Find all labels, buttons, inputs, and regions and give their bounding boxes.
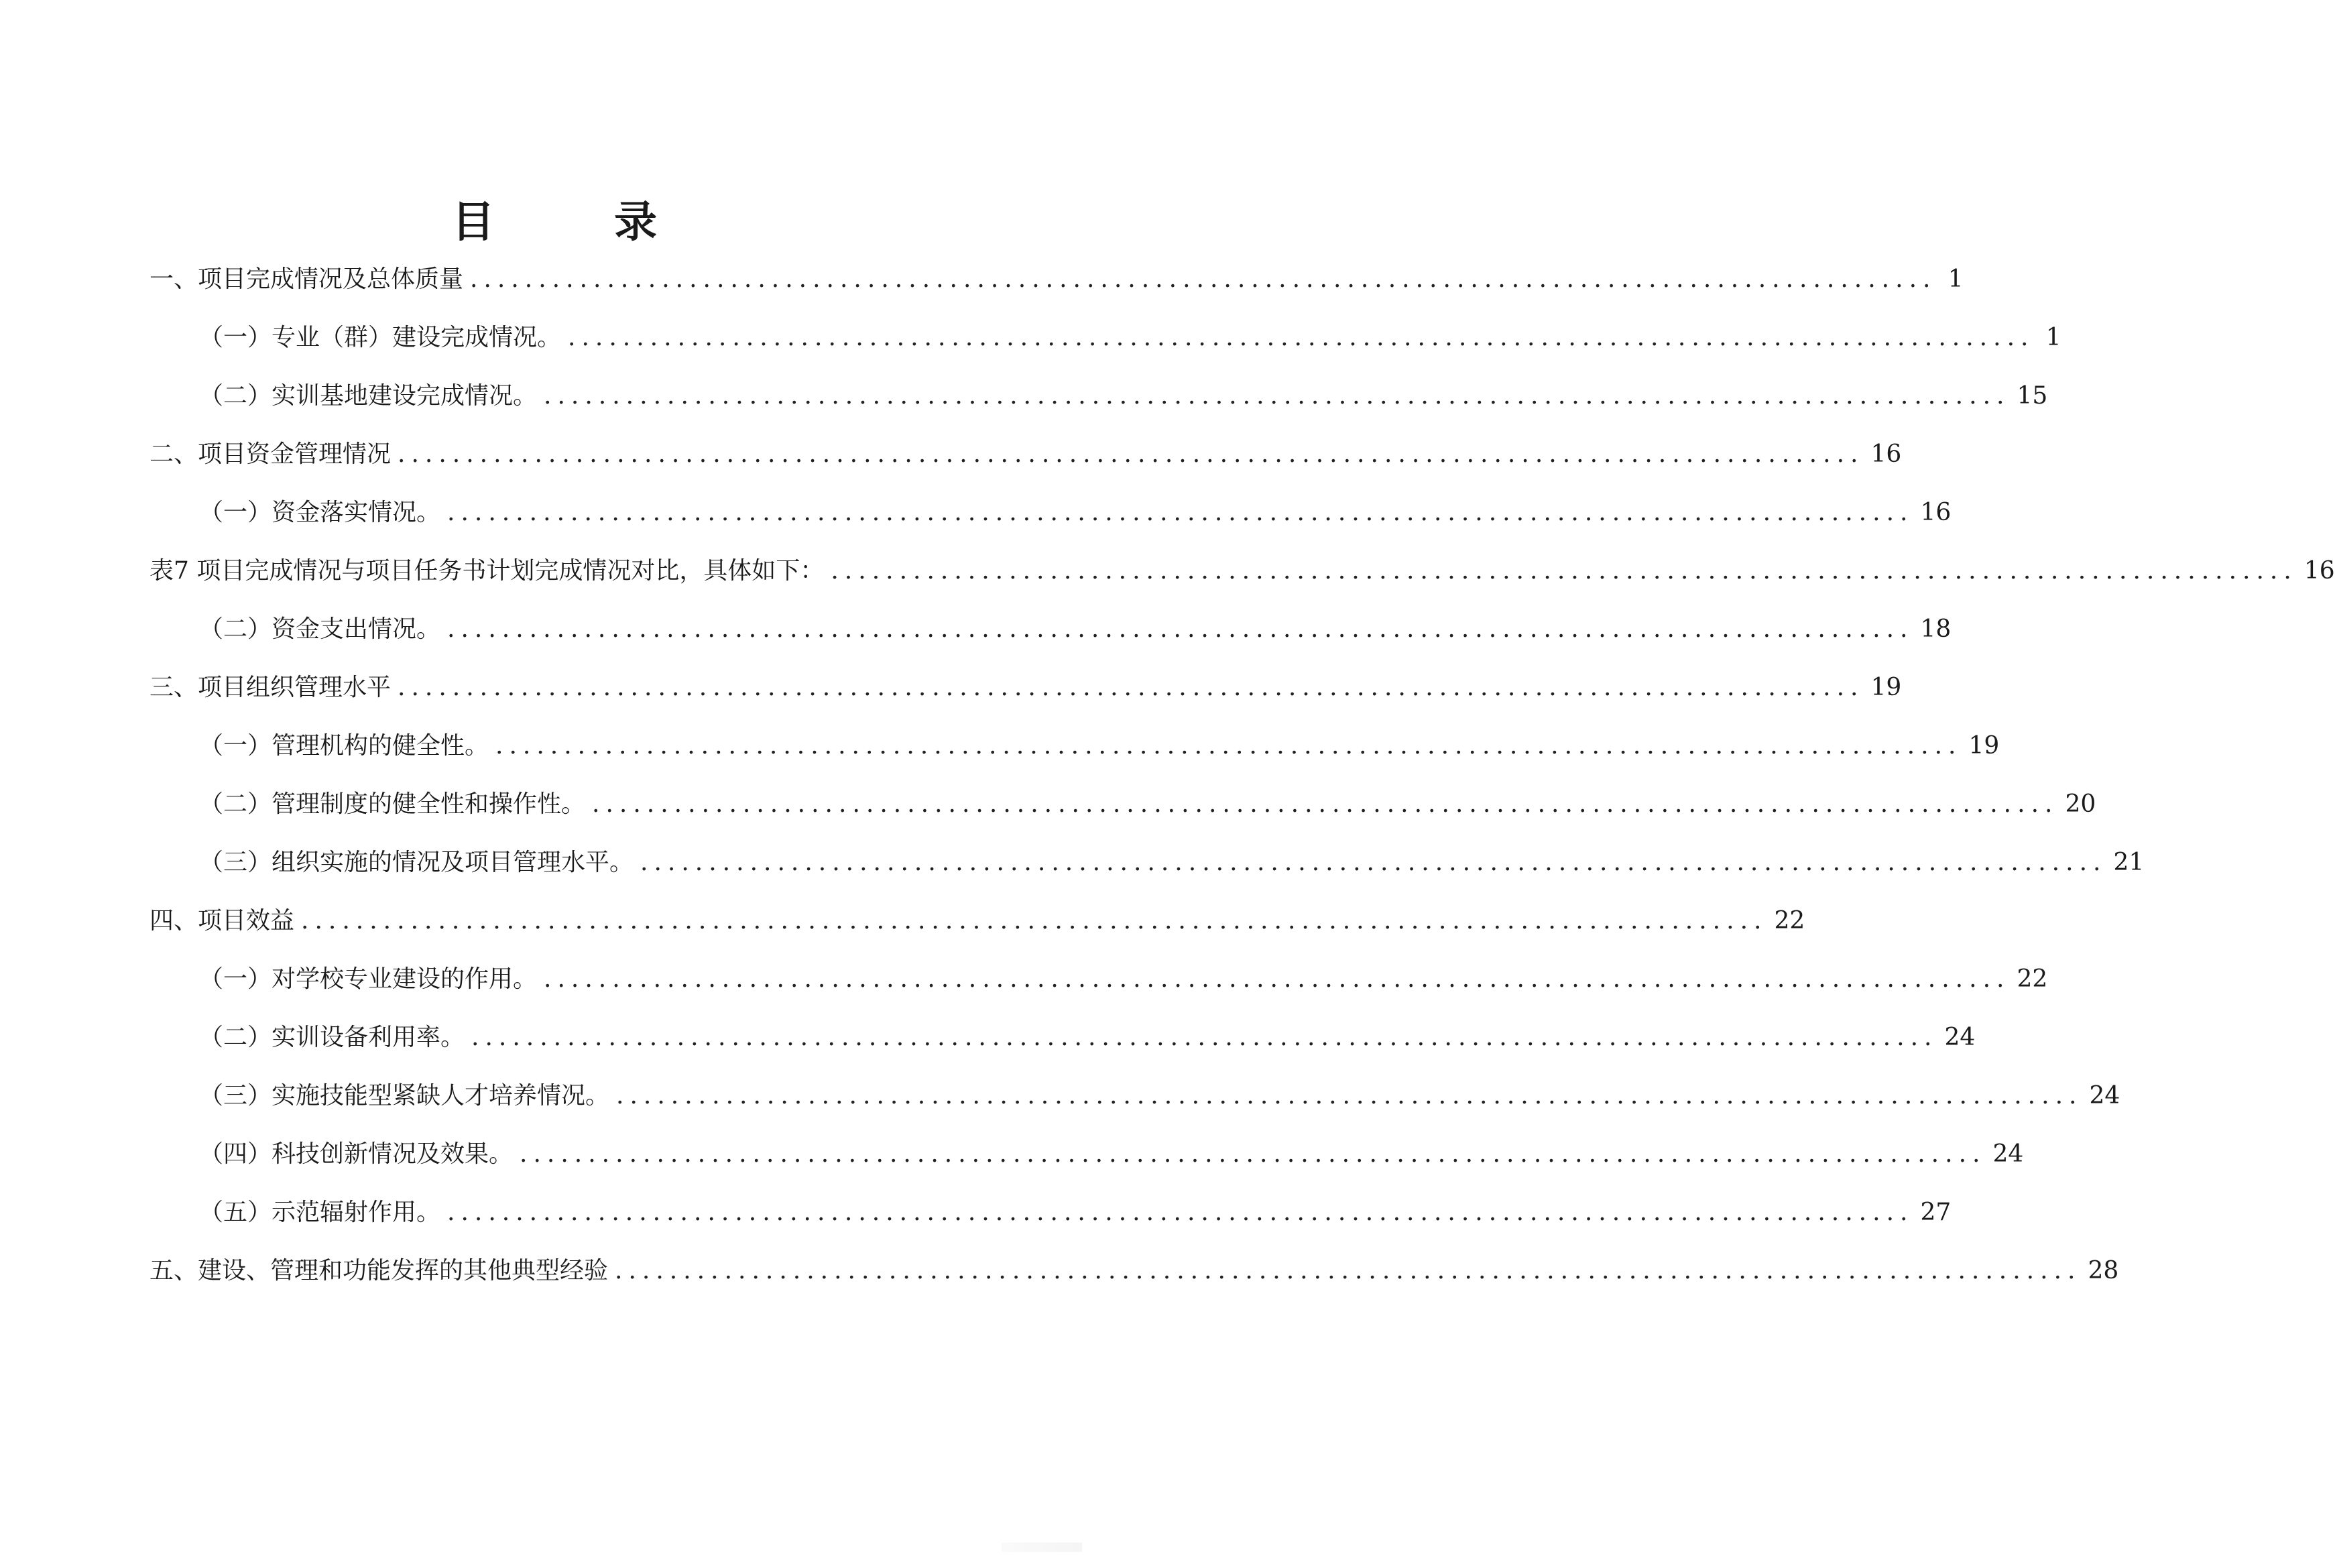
dot-leader: ........................................................................................................... [398,440,1864,468]
toc-entry-subsection-1-2[interactable] [149,379,2048,438]
toc-page-number: 19 [1870,674,1902,701]
toc-entry-section-4[interactable] [149,904,1805,963]
dot-leader: ........................................................................................................... [592,790,2059,818]
toc-entry-label: （一）专业（群）建设完成情况。 [199,324,562,351]
toc-page-number: 24 [2089,1082,2120,1109]
toc-entry-section-5[interactable] [149,1254,2119,1313]
dot-leader: ........................................................................................................... [470,265,1937,293]
toc-entry-label: （一）管理机构的健全性。 [199,732,489,760]
dot-leader: ........................................................................................................... [447,1199,1914,1226]
toc-page-number: 19 [1968,732,2000,760]
toc-page-number: 21 [2113,849,2145,876]
toc-page-number: 28 [2088,1257,2119,1284]
dot-leader: ........................................................................................................... [544,965,2011,993]
dot-leader: ........................................................................................................... [495,732,1962,760]
dot-leader: ........................................................................................................... [447,499,1914,526]
toc-page-number: 27 [1920,1199,1952,1226]
dot-leader: ........................................................................................................... [615,1257,2082,1284]
toc-entry-section-1[interactable] [149,263,1964,321]
toc-entry-label: （一）资金落实情况。 [199,499,441,526]
toc-entry-subsection-4-3[interactable] [149,1079,2120,1138]
toc-entry-label: 五、建设、管理和功能发挥的其他典型经验 [149,1257,609,1284]
toc-page-number: 22 [2017,965,2048,993]
dot-leader: ........................................................................................................... [447,615,1914,643]
page-title: 目 录 [451,197,710,247]
toc-entry-section-2[interactable] [149,438,1902,496]
table-of-contents [149,263,2335,1313]
dot-leader: ........................................................................................................... [471,1024,1938,1051]
scan-watermark [1002,1543,1082,1552]
toc-entry-subsection-4-5[interactable] [149,1196,1952,1254]
toc-entry-subsection-1-1[interactable] [149,321,2061,379]
toc-entry-label: （四）科技创新情况及效果。 [199,1140,514,1168]
toc-entry-label: 二、项目资金管理情况 [149,440,392,468]
dot-leader: ........................................................................................................... [301,907,1768,934]
toc-entry-label: （三）组织实施的情况及项目管理水平。 [199,849,634,876]
toc-page-number: 24 [1992,1140,2024,1168]
toc-entry-label: 四、项目效益 [149,907,295,934]
toc-page-number: 24 [1944,1024,1976,1051]
toc-page-number: 22 [1774,907,1805,934]
toc-entry-label: （一）对学校专业建设的作用。 [199,965,538,993]
dot-leader: ........................................................................................................... [398,674,1864,701]
dot-leader: ........................................................................................................... [831,557,2297,585]
toc-entry-subsection-4-4[interactable] [149,1138,2024,1196]
toc-entry-label: 三、项目组织管理水平 [149,674,392,701]
dot-leader: ........................................................................................................... [520,1140,1986,1168]
toc-entry-subsection-3-2[interactable] [149,788,2096,846]
toc-entry-label: 表7 项目完成情况与项目任务书计划完成情况对比，具体如下： [149,557,825,585]
dot-leader: ........................................................................................................... [616,1082,2083,1109]
toc-page-number: 20 [2065,790,2096,818]
toc-entry-subsection-4-2[interactable] [149,1021,1976,1079]
toc-entry-subsection-2-1[interactable] [149,496,1952,554]
toc-entry-label: （二）实训设备利用率。 [199,1024,465,1051]
toc-page-number: 16 [1920,499,1952,526]
toc-entry-subsection-3-3[interactable] [149,846,2145,904]
toc-entry-label: 一、项目完成情况及总体质量 [149,265,464,293]
toc-page-number: 1 [1948,265,1964,293]
toc-entry-label: （五）示范辐射作用。 [199,1199,441,1226]
toc-page-number: 16 [1870,440,1902,468]
dot-leader: ........................................................................................................... [544,382,2011,410]
toc-page-number: 18 [1920,615,1952,643]
toc-page-number: 16 [2303,557,2335,585]
dot-leader: ........................................................................................................... [568,324,2035,351]
toc-entry-subsection-3-1[interactable] [149,729,2000,788]
toc-page-number: 15 [2017,382,2048,410]
dot-leader: ........................................................................................................... [640,849,2107,876]
toc-entry-label: （二）实训基地建设完成情况。 [199,382,538,410]
toc-entry-subsection-4-1[interactable] [149,963,2048,1021]
toc-entry-label: （二）管理制度的健全性和操作性。 [199,790,586,818]
toc-entry-section-3[interactable] [149,671,1902,729]
toc-entry-label: （二）资金支出情况。 [199,615,441,643]
toc-entry-table-7[interactable] [149,554,2335,613]
toc-entry-subsection-2-2[interactable] [149,613,1952,671]
toc-page-number: 1 [2045,324,2061,351]
toc-entry-label: （三）实施技能型紧缺人才培养情况。 [199,1082,610,1109]
